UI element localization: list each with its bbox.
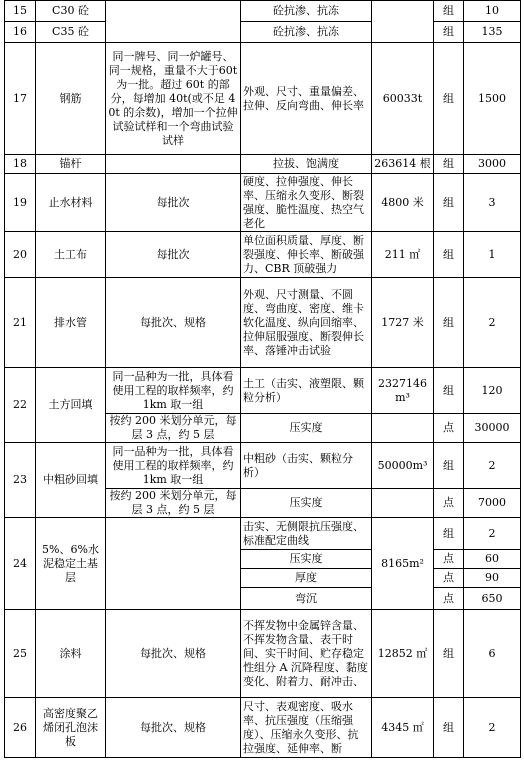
table-row [5, 1, 521, 22]
unit: 组 [434, 232, 464, 278]
unit: 组 [434, 43, 464, 155]
test-items: 压实度 [241, 414, 372, 443]
row-number: 26 [5, 698, 36, 758]
sampling-frequency: 按约 200 米划分单元，每层 3 点，约 5 层 [106, 414, 241, 443]
test-items: 拉拔、饱满度 [241, 155, 372, 174]
group-count: 2 [464, 278, 521, 368]
sampling-frequency: 每批次、规格 [106, 698, 241, 758]
group-count: 2 [464, 698, 521, 758]
unit: 组 [434, 698, 464, 758]
group-count: 135 [464, 22, 521, 43]
quantity: 2327146m³ [372, 368, 434, 414]
table-row [5, 174, 521, 232]
test-items: 砼抗渗、抗冻 [241, 1, 372, 22]
sampling-frequency [106, 518, 241, 610]
unit: 点 [434, 550, 464, 569]
group-count: 3000 [464, 155, 521, 174]
table-row [5, 518, 521, 550]
material-name: 土方回填 [36, 368, 106, 443]
unit: 组 [434, 22, 464, 43]
material-name: 土工布 [36, 232, 106, 278]
quantity [372, 489, 434, 518]
table-row [5, 43, 521, 155]
material-name: 5%、6%水泥稳定土基层 [36, 518, 106, 610]
group-count: 60 [464, 550, 521, 569]
test-items: 土工（击实、液塑限、颗粒分析） [241, 368, 372, 414]
group-count: 30000 [464, 414, 521, 443]
group-count: 650 [464, 588, 521, 610]
sampling-frequency: 每批次 [106, 174, 241, 232]
row-number: 25 [5, 610, 36, 698]
material-name: 涂料 [36, 610, 106, 698]
table-row [5, 368, 521, 414]
sampling-frequency [106, 1, 241, 43]
table-row [5, 232, 521, 278]
sampling-frequency [106, 155, 241, 174]
unit: 点 [434, 489, 464, 518]
table-row [5, 22, 521, 43]
row-number: 16 [5, 22, 36, 43]
group-count: 2 [464, 443, 521, 489]
material-name: 止水材料 [36, 174, 106, 232]
quantity: 50000m³ [372, 443, 434, 489]
quantity: 211 ㎡ [372, 232, 434, 278]
sampling-frequency: 按约 200 米划分单元，每层 3 点，约 5 层 [106, 489, 241, 518]
row-number: 20 [5, 232, 36, 278]
test-items: 外观、尺寸测量、不圆度、弯曲度、密度、维卡软化温度、纵向回缩率、拉伸屈服强度、断裂伸长率、落锤冲击试验 [241, 278, 372, 368]
sampling-frequency: 每批次、规格 [106, 278, 241, 368]
material-name: C30 砼 [36, 1, 106, 22]
test-items: 中粗砂（击实、颗粒分析） [241, 443, 372, 489]
material-name: 锚杆 [36, 155, 106, 174]
quantity: 8165m² [372, 518, 434, 610]
group-count: 90 [464, 569, 521, 588]
unit: 组 [434, 610, 464, 698]
test-items: 不挥发物中金属锌含量、不挥发物含量、表干时间、实干时间、贮存稳定性组分 A 沉降程度、黏度变化、附着力、耐冲击、 [241, 610, 372, 698]
test-items: 弯沉 [241, 588, 372, 610]
unit: 组 [434, 1, 464, 22]
table-row [5, 610, 521, 698]
test-items: 厚度 [241, 569, 372, 588]
unit: 组 [434, 174, 464, 232]
test-items: 硬度、拉伸强度、伸长率、压缩永久变形、断裂强度、脆性温度、热空气老化 [241, 174, 372, 232]
unit: 组 [434, 443, 464, 489]
material-name: C35 砼 [36, 22, 106, 43]
row-number: 23 [5, 443, 36, 518]
sampling-frequency: 每批次 [106, 232, 241, 278]
row-number: 15 [5, 1, 36, 22]
group-count: 3 [464, 174, 521, 232]
quantity [372, 1, 434, 43]
row-number: 24 [5, 518, 36, 610]
table-row [5, 278, 521, 368]
quantity: 4345 ㎡ [372, 698, 434, 758]
group-count: 7000 [464, 489, 521, 518]
unit: 点 [434, 414, 464, 443]
quantity: 1727 米 [372, 278, 434, 368]
group-count: 1 [464, 232, 521, 278]
unit: 组 [434, 155, 464, 174]
table-row [5, 698, 521, 758]
row-number: 19 [5, 174, 36, 232]
row-number: 21 [5, 278, 36, 368]
unit: 组 [434, 518, 464, 550]
test-items: 单位面积质量、厚度、断裂强度、伸长率、断破强力、CBR 顶破强力 [241, 232, 372, 278]
unit: 组 [434, 278, 464, 368]
test-items: 外观、尺寸、重量偏差、拉伸、反向弯曲、伸长率 [241, 43, 372, 155]
sampling-frequency: 同一品种为一批，具体看使用工程的取样频率，约 1km 取一组 [106, 443, 241, 489]
quantity: 263614 根 [372, 155, 434, 174]
quantity: 4800 米 [372, 174, 434, 232]
sampling-frequency: 同一牌号、同一炉罐号、同一规格，重量不大于60t 为一批。超过 60t 的部分，每增加 40t(或不足 40t 的余数)，增加一个拉伸试验试样和一个弯曲试验试样 [106, 43, 241, 155]
material-name: 中粗砂回填 [36, 443, 106, 518]
unit: 点 [434, 588, 464, 610]
table-row [5, 443, 521, 489]
unit: 组 [434, 368, 464, 414]
test-items: 击实、无侧限抗压强度、标准配定曲线 [241, 518, 372, 550]
group-count: 2 [464, 518, 521, 550]
row-number: 18 [5, 155, 36, 174]
test-items: 尺寸、表观密度、吸水率、抗压强度（压缩强度）、压缩永久变形、抗拉强度、延伸率、断 [241, 698, 372, 758]
material-name: 排水管 [36, 278, 106, 368]
group-count: 1500 [464, 43, 521, 155]
sampling-frequency: 每批次、规格 [106, 610, 241, 698]
sampling-frequency: 同一品种为一批，具体看使用工程的取样频率，约 1km 取一组 [106, 368, 241, 414]
test-items: 砼抗渗、抗冻 [241, 22, 372, 43]
row-number: 22 [5, 368, 36, 443]
material-name: 高密度聚乙烯闭孔泡沫板 [36, 698, 106, 758]
group-count: 10 [464, 1, 521, 22]
quantity: 12852 ㎡ [372, 610, 434, 698]
unit: 点 [434, 569, 464, 588]
quantity: 60033t [372, 43, 434, 155]
table-row [5, 155, 521, 174]
group-count: 120 [464, 368, 521, 414]
quantity [372, 414, 434, 443]
test-plan-table [4, 0, 521, 758]
row-number: 17 [5, 43, 36, 155]
test-items: 压实度 [241, 489, 372, 518]
material-name: 钢筋 [36, 43, 106, 155]
test-items: 压实度 [241, 550, 372, 569]
group-count: 6 [464, 610, 521, 698]
